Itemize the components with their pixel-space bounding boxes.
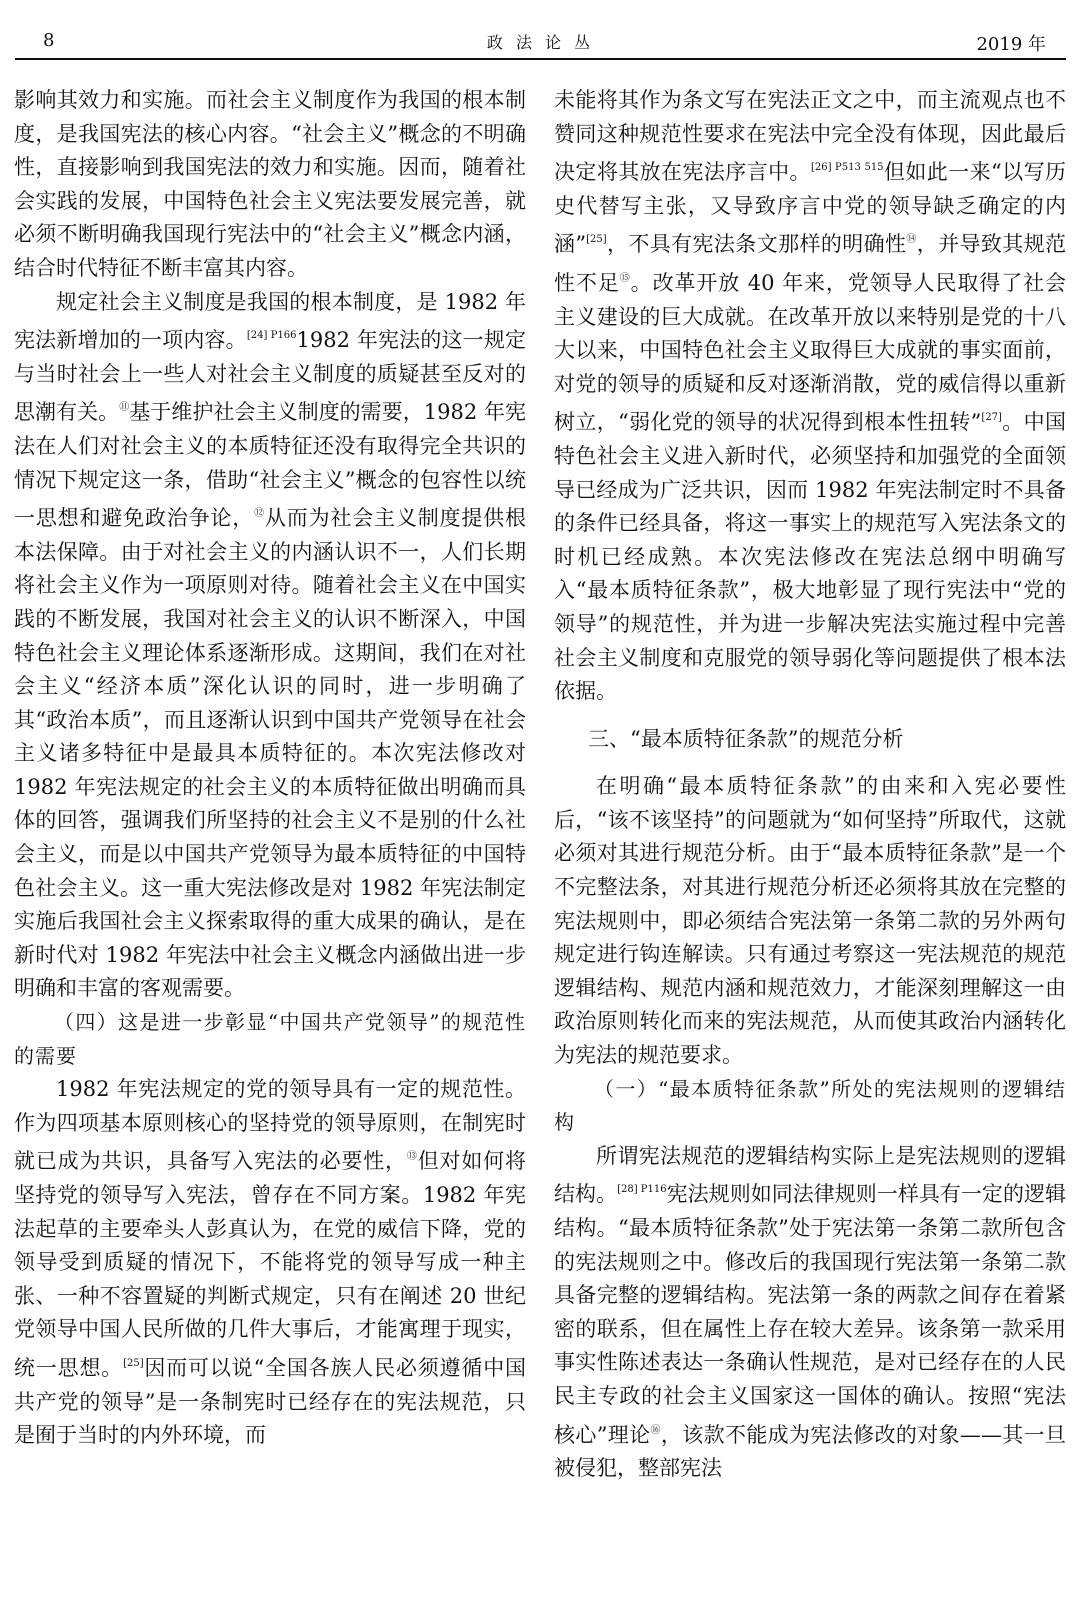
- footnote-ref: ⑭: [906, 234, 917, 246]
- footnote-ref: ⑪: [119, 402, 130, 414]
- right-paragraph-1: 未能将其作为条文写在宪法正文之中，而主流观点也不赞同这种规范性要求在宪法中完全没有体现，因此最后决定将其放在宪法序言中。$^{[26] P513 515}$但如此一来“以写历史代替写主张，又导致序言中党的领导缺乏确定的内涵”[25]，不具有宪法条文那样的明确性⑭，并导致其规范性不足⑮。改革开放 40 年来，党领导人民取得了社会主义建设的巨大成就。在改革开放以来特别是党的十八大以来，中国特色社会主义取得巨大成就的事实面前，对党的领导的质疑和反对逐渐消散，党的威信得以重新树立，“弱化党的领导的状况得到根本性扭转”[27]。中国特色社会主义进入新时代，必须坚持和加强党的全面领导已经成为广泛共识，因而 1982 年宪法制定时不具备的条件已经具备，将这一事实上的规范写入宪法条文的时机已经成熟。本次宪法修改在宪法总纲中明确写入“最本质特征条款”，极大地彰显了现行宪法中“党的领导”的规范性，并为进一步解决宪法实施过程中完善社会主义制度和克服党的领导弱化等问题提供了根本法依据。: [554, 88, 1067, 704]
- page-number: 8: [43, 30, 55, 51]
- footnote-ref: ⑮: [619, 272, 631, 284]
- footnote-ref: ⑫: [254, 508, 265, 520]
- right-paragraph-2: 在明确“最本质特征条款”的由来和入宪必要性后，“该不该坚持”的问题就为“如何坚持”所取代，这就必须对其进行规范分析。由于“最本质特征条款”是一个不完整法条，对其进行规范分析还必须将其放在完整的宪法规则中，即必须结合宪法第一条第二款的另外两句规定进行钩连解读。只有通过考察这一宪法规范的规范逻辑结构、规范内涵和规范效力，才能深刻理解这一由政治原则转化而来的宪法规范，从而使其政治内涵转化为宪法的规范要求。: [554, 774, 1066, 1068]
- header-rule: [15, 58, 1066, 60]
- right-paragraph-3: 所谓宪法规范的逻辑结构实际上是宪法规则的逻辑结构。$^{[28] P116}$宪法规则如同法律规则一样具有一定的逻辑结构。“最本质特征条款”处于宪法第一条第二款所包含的宪法规则之中。修改后的我国现行宪法第一条第二款具备完整的逻辑结构。宪法第一条的两款之间存在着紧密的联系，但在属性上存在较大差异。该条第一款采用事实性陈述表达一条确认性规范，是对已经存在的人民民主专政的社会主义国家这一国体的确认。按照“宪法核心”理论⑯，该款不能成为宪法修改的对象——其一旦被侵犯，整部宪法: [554, 1143, 1066, 1481]
- section-heading-3: 三、“最本质特征条款”的规范分析: [588, 726, 904, 751]
- citation-ref: [24] P166: [246, 330, 297, 342]
- journal-title: 政 法 论 丛: [486, 33, 595, 52]
- left-column: [14, 84, 526, 1453]
- citation-ref: [28] P116: [617, 1184, 667, 1196]
- section-subheading-4: （四）这是进一步彰显“中国共产党领导”的规范性的需要: [14, 1010, 526, 1068]
- left-paragraph-1: 影响其效力和实施。而社会主义制度作为我国的根本制度，是我国宪法的核心内容。“社会主义”概念的不明确性，直接影响到我国宪法的效力和实施。因而，随着社会实践的发展，中国特色社会主义宪法要发展完善，就必须不断明确我国现行宪法中的“社会主义”概念内涵，结合时代特征不断丰富其内容。: [14, 88, 526, 280]
- right-column: [554, 84, 1066, 1486]
- citation-ref: [27]: [981, 412, 1002, 424]
- header-year: 2019 年: [976, 34, 1046, 55]
- footnote-ref: ⑬: [406, 1151, 418, 1163]
- left-paragraph-3: 1982 年宪法规定的党的领导具有一定的规范性。作为四项基本原则核心的坚持党的领导原则，在制宪时就已成为共识，具备写入宪法的必要性，⑬但对如何将坚持党的领导写入宪法，曾存在不同方案。1982 年宪法起草的主要牵头人彭真认为，在党的威信下降，党的领导受到质疑的情况下，不能将党的领导写成一种主张、一种不容置疑的判断式规定，只有在阐述 20 世纪党领导中国人民所做的几件大事后，才能寓理于现实，统一思想。[25]因而可以说“全国各族人民必须遵循中国共产党的领导”是一条制宪时已经存在的宪法规范，只是囿于当时的内外环境，而: [14, 1077, 527, 1448]
- section-subheading-1: （一）“最本质特征条款”所处的宪法规则的逻辑结构: [554, 1076, 1066, 1135]
- citation-ref: [25]: [586, 234, 607, 246]
- running-header: [15, 30, 1066, 56]
- citation-ref: [26] P513 515: [810, 162, 884, 174]
- left-paragraph-2: 规定社会主义制度是我国的根本制度，是 1982 年宪法新增加的一项内容。$^{[24] P166}$1982 年宪法的这一规定与当时社会上一些人对社会主义制度的质疑甚至反对的思潮有关。⑪基于维护社会主义制度的需要，1982 年宪法在人们对社会主义的本质特征还没有取得完全共识的情况下规定这一条，借助“社会主义”概念的包容性以统一思想和避免政治争论，⑫从而为社会主义制度提供根本法保障。由于对社会主义的内涵认识不一，人们长期将社会主义作为一项原则对待。随着社会主义在中国实践的不断发展，我国对社会主义的认识不断深入，中国特色社会主义理论体系逐渐形成。这期间，我们在对社会主义“经济本质”深化认识的同时，进一步明确了其“政治本质”，而且逐渐认识到中国共产党领导在社会主义诸多特征中是最具本质特征的。本次宪法修改对 1982 年宪法规定的社会主义的本质特征做出明确而具体的回答，强调我们所坚持的社会主义不是别的什么社会主义，而是以中国共产党领导为最本质特征的中国特色社会主义。这一重大宪法修改是对 1982 年宪法制定实施后我国社会主义探索取得的重大成果的确认，是在新时代对 1982 年宪法中社会主义概念内涵做出进一步明确和丰富的客观需要。: [14, 289, 527, 1001]
- citation-ref: [25]: [123, 1357, 144, 1369]
- footnote-ref: ⑯: [650, 1424, 661, 1436]
